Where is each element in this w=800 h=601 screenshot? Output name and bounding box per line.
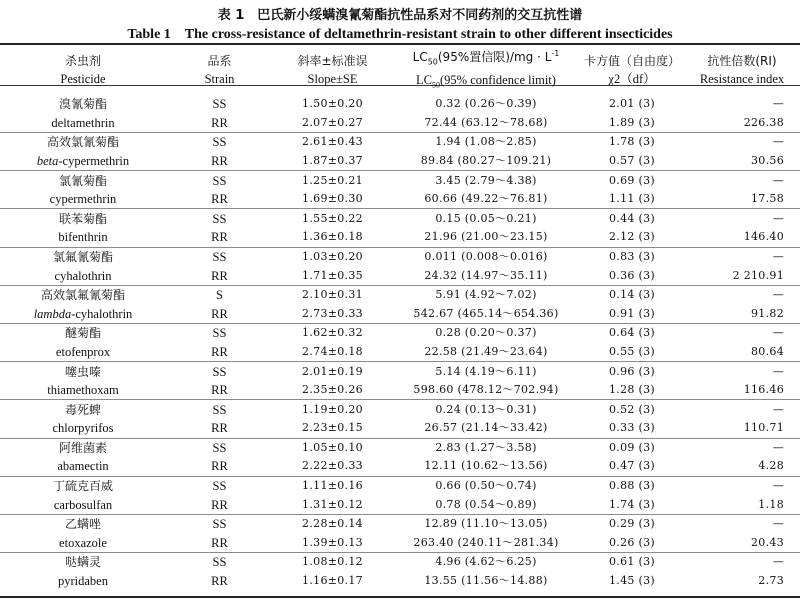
lc50-cell: 13.55 (11.56～14.88)	[424, 574, 548, 588]
chi-square-cell: 0.09 (3)	[580, 438, 684, 457]
chi-square-cell: 1.78 (3)	[580, 133, 684, 152]
strain-cell: SS	[166, 438, 273, 457]
slope-cell: 1.03±0.20	[273, 247, 392, 266]
strain-cell: SS	[212, 97, 227, 112]
slope-cell: 2.01±0.19	[273, 362, 392, 381]
resistance-index-cell: —	[684, 209, 800, 228]
chi-square-cell: 2.12 (3)	[609, 230, 655, 244]
strain-cell: RR	[211, 383, 228, 398]
lc50-cell: 5.91 (4.92～7.02)	[392, 285, 580, 304]
slope-cell: 2.07±0.27	[302, 115, 363, 129]
resistance-index-cell: —	[684, 324, 800, 343]
resistance-index-cell: —	[684, 133, 800, 152]
header-row	[0, 45, 800, 95]
bottom-rule	[0, 596, 800, 598]
pesticide-name-en: deltamethrin	[51, 115, 115, 130]
header-strain	[166, 45, 273, 95]
slope-cell: 1.50±0.20	[302, 97, 363, 111]
table-row	[0, 534, 800, 553]
pesticide-name-en: etoxazole	[59, 535, 107, 550]
slope-cell: 2.35±0.26	[302, 383, 363, 397]
table-row	[0, 266, 800, 285]
pesticide-name-en: abamectin	[57, 459, 109, 474]
resistance-index-cell: —	[684, 514, 800, 533]
strain-cell: RR	[211, 574, 228, 589]
table-row	[0, 285, 800, 304]
chi-square-cell: 0.64 (3)	[580, 324, 684, 343]
table-row	[0, 113, 800, 132]
strain-cell: SS	[166, 324, 273, 343]
resistance-index-cell: 80.64	[751, 344, 784, 358]
chi-square-cell: 0.83 (3)	[580, 247, 684, 266]
table-row	[0, 476, 800, 495]
chi-square-cell: 0.91 (3)	[609, 306, 655, 320]
resistance-index-cell: —	[684, 438, 800, 457]
lc50-cell: 12.11 (10.62～13.56)	[424, 459, 548, 473]
chi-square-cell: 0.36 (3)	[609, 268, 655, 282]
pesticide-name-en: carbosulfan	[53, 497, 113, 512]
table-row	[0, 304, 800, 323]
slope-cell: 1.19±0.20	[273, 400, 392, 419]
resistance-index-cell: 2.73	[758, 574, 784, 588]
header-pesticide-cn: 杀虫剂	[64, 53, 101, 68]
lc50-cell: 12.89 (11.10～13.05)	[392, 514, 580, 533]
table-row	[0, 495, 800, 514]
lc50-cell: 0.66 (0.50～0.74)	[392, 476, 580, 495]
resistance-index-cell: —	[772, 97, 784, 111]
pesticide-name-cn: 哒螨灵	[0, 553, 166, 572]
chi-square-cell: 1.45 (3)	[609, 574, 655, 588]
resistance-index-cell: —	[684, 171, 800, 190]
pesticide-name-cn: 氯氰菊酯	[0, 171, 166, 190]
chi-square-cell: 1.11 (3)	[609, 192, 655, 206]
lc50-cell: 5.14 (4.19～6.11)	[392, 362, 580, 381]
table-caption-chinese: 表 1 巴氏新小绥螨溴氰菊酯抗性品系对不同药剂的交互抗性谱	[217, 8, 583, 23]
table-row	[0, 400, 800, 419]
pesticide-name-en: thiamethoxam	[47, 383, 119, 398]
pesticide-name-cn: 溴氰菊酯	[58, 97, 107, 112]
chi-square-cell: 1.89 (3)	[609, 115, 655, 129]
strain-cell: RR	[211, 192, 228, 207]
strain-cell: RR	[211, 344, 228, 359]
chi-square-cell: 2.01 (3)	[609, 97, 655, 111]
table-row	[0, 553, 800, 572]
pesticide-name-cn: 高效氯氰菊酯	[0, 133, 166, 152]
resistance-index-cell: 30.56	[751, 153, 784, 167]
chi-square-cell: 0.29 (3)	[580, 514, 684, 533]
table-body	[0, 95, 800, 590]
lc50-cell: 24.32 (14.97～35.11)	[424, 268, 548, 282]
pesticide-name-cn: 高效氯氟氰菊酯	[0, 285, 166, 304]
table-row	[0, 324, 800, 343]
slope-cell: 2.23±0.15	[302, 421, 363, 435]
slope-cell: 1.69±0.30	[302, 192, 363, 206]
chi-square-cell: 1.74 (3)	[609, 497, 655, 511]
pesticide-name-cn: 毒死蜱	[0, 400, 166, 419]
strain-cell: SS	[166, 362, 273, 381]
table-row	[0, 438, 800, 457]
lc50-cell: 21.96 (21.00～23.15)	[424, 230, 548, 244]
lc50-cell: 22.58 (21.49～23.64)	[424, 344, 548, 358]
resistance-index-cell: —	[684, 285, 800, 304]
table-row	[0, 190, 800, 209]
chi-square-cell: 0.52 (3)	[580, 400, 684, 419]
pesticide-name-cn: 丁硫克百威	[0, 476, 166, 495]
resistance-index-cell: 4.28	[758, 459, 784, 473]
resistance-index-cell: —	[684, 362, 800, 381]
pesticide-name-en: beta-cypermethrin	[36, 153, 130, 168]
strain-cell: RR	[211, 535, 228, 550]
strain-cell: SS	[166, 514, 273, 533]
slope-cell: 1.16±0.17	[302, 574, 363, 588]
table-row	[0, 171, 800, 190]
header-slope	[273, 45, 392, 95]
lc50-cell: 89.84 (80.27～109.21)	[420, 153, 552, 167]
table-row	[0, 514, 800, 533]
slope-cell: 1.87±0.37	[302, 153, 363, 167]
cross-resistance-table	[0, 45, 800, 590]
header-pesticide-en: Pesticide	[60, 71, 106, 86]
slope-cell: 1.36±0.18	[302, 230, 363, 244]
slope-cell: 1.62±0.32	[273, 324, 392, 343]
header-chi-cn: 卡方值（自由度）	[583, 53, 680, 68]
lc50-cell: 1.94 (1.08～2.85)	[392, 133, 580, 152]
chi-square-cell: 0.69 (3)	[580, 171, 684, 190]
chi-square-cell: 0.57 (3)	[609, 153, 655, 167]
resistance-index-cell: 1.18	[758, 497, 784, 511]
lc50-cell: 263.40 (240.11～281.34)	[413, 535, 559, 549]
table-row	[0, 228, 800, 247]
chi-square-cell: 0.26 (3)	[609, 535, 655, 549]
lc50-cell: 0.24 (0.13～0.31)	[392, 400, 580, 419]
slope-cell: 1.08±0.12	[273, 553, 392, 572]
header-ri-cn: 抗性倍数(RI)	[707, 53, 777, 68]
table-row	[0, 247, 800, 266]
resistance-index-cell: 91.82	[751, 306, 784, 320]
table-row	[0, 381, 800, 400]
resistance-index-cell: —	[684, 247, 800, 266]
lc50-cell: 4.96 (4.62～6.25)	[392, 553, 580, 572]
slope-cell: 1.71±0.35	[302, 268, 363, 282]
chi-square-cell: 0.96 (3)	[580, 362, 684, 381]
strain-cell: SS	[166, 209, 273, 228]
lc50-cell: 3.45 (2.79～4.38)	[392, 171, 580, 190]
slope-cell: 1.39±0.13	[302, 535, 363, 549]
chi-square-cell: 0.14 (3)	[580, 285, 684, 304]
table-row	[0, 362, 800, 381]
header-strain-cn: 品系	[207, 53, 232, 68]
header-resistance-index	[684, 45, 800, 95]
strain-cell: SS	[166, 247, 273, 266]
chi-square-cell: 0.55 (3)	[609, 344, 655, 358]
resistance-index-cell: —	[684, 476, 800, 495]
pesticide-name-en: pyridaben	[58, 574, 108, 589]
lc50-cell: 0.011 (0.008～0.016)	[392, 247, 580, 266]
lc50-cell: 0.15 (0.05～0.21)	[392, 209, 580, 228]
table-row	[0, 343, 800, 362]
slope-cell: 2.61±0.43	[273, 133, 392, 152]
pesticide-name-en: lambda-cyhalothrin	[33, 306, 133, 321]
resistance-index-cell: —	[684, 553, 800, 572]
strain-cell: RR	[211, 153, 228, 168]
pesticide-name-en: cypermethrin	[49, 192, 117, 207]
resistance-index-cell: —	[684, 400, 800, 419]
resistance-index-cell: 116.46	[743, 383, 784, 397]
pesticide-name-cn: 醚菊酯	[0, 324, 166, 343]
chi-square-cell: 1.28 (3)	[609, 383, 655, 397]
slope-cell: 1.11±0.16	[273, 476, 392, 495]
header-chi-square	[580, 45, 684, 95]
strain-cell: RR	[211, 115, 228, 130]
strain-cell: RR	[211, 421, 228, 436]
header-lc50-en: $LC_{50}(95\%$ confidence limit)	[416, 73, 556, 90]
chi-square-cell: 0.88 (3)	[580, 476, 684, 495]
slope-cell: 1.55±0.22	[273, 209, 392, 228]
header-chi-en: χ2（df）	[608, 71, 656, 86]
lc50-cell: 72.44 (63.12～78.68)	[424, 115, 548, 129]
lc50-cell: 598.60 (478.12～702.94)	[413, 383, 559, 397]
lc50-cell: 0.28 (0.20～0.37)	[392, 324, 580, 343]
strain-cell: RR	[211, 268, 228, 283]
lc50-cell: 26.57 (21.14～33.42)	[424, 421, 548, 435]
strain-cell: S	[166, 285, 273, 304]
resistance-index-cell: 226.38	[743, 115, 784, 129]
pesticide-name-cn: 联苯菊酯	[0, 209, 166, 228]
strain-cell: SS	[166, 476, 273, 495]
lc50-cell: 542.67 (465.14～654.36)	[413, 306, 559, 320]
pesticide-name-en: bifenthrin	[58, 230, 108, 245]
pesticide-name-cn: 氯氟氰菊酯	[0, 247, 166, 266]
strain-cell: SS	[166, 553, 273, 572]
header-slope-cn: 斜率±标准误	[297, 53, 368, 68]
slope-cell: 1.05±0.10	[273, 438, 392, 457]
table-row	[0, 419, 800, 438]
strain-cell: RR	[211, 497, 228, 512]
pesticide-name-cn: 乙螨唑	[0, 514, 166, 533]
header-slope-en: Slope±SE	[307, 71, 358, 86]
pesticide-name-en: chlorpyrifos	[52, 421, 114, 436]
strain-cell: RR	[211, 230, 228, 245]
slope-cell: 2.73±0.33	[302, 306, 363, 320]
chi-square-cell: 0.44 (3)	[580, 209, 684, 228]
table-row	[0, 457, 800, 476]
slope-cell: 2.74±0.18	[302, 344, 363, 358]
resistance-index-cell: 20.43	[751, 535, 784, 549]
table-caption-english: Table 1 The cross-resistance of deltamethrin-resistant strain to other different insecticides	[127, 27, 673, 42]
header-pesticide	[0, 45, 166, 95]
pesticide-name-en: etofenprox	[55, 344, 111, 359]
slope-cell: 2.10±0.31	[273, 285, 392, 304]
resistance-index-cell: 2 210.91	[732, 268, 784, 282]
header-strain-en: Strain	[204, 71, 235, 86]
lc50-cell: 2.83 (1.27～3.58)	[392, 438, 580, 457]
table-row	[0, 152, 800, 171]
strain-cell: SS	[166, 171, 273, 190]
strain-cell: SS	[166, 133, 273, 152]
slope-cell: 1.31±0.12	[302, 497, 363, 511]
chi-square-cell: 0.47 (3)	[609, 459, 655, 473]
chi-square-cell: 0.33 (3)	[609, 421, 655, 435]
resistance-index-cell: 110.71	[743, 421, 784, 435]
pesticide-name-cn: 阿维菌素	[0, 438, 166, 457]
table-row	[0, 572, 800, 591]
lc50-cell: 0.78 (0.54～0.89)	[435, 497, 537, 511]
slope-cell: 1.25±0.21	[273, 171, 392, 190]
resistance-index-cell: 146.40	[743, 230, 784, 244]
table-row	[0, 133, 800, 152]
strain-cell: SS	[166, 400, 273, 419]
strain-cell: RR	[211, 459, 228, 474]
header-lc50	[392, 45, 580, 95]
resistance-index-cell: 17.58	[751, 192, 784, 206]
pesticide-name-en: cyhalothrin	[54, 268, 112, 283]
header-ri-en: Resistance index	[699, 71, 785, 86]
lc50-cell: 0.32 (0.26～0.39)	[435, 97, 537, 111]
chi-square-cell: 0.61 (3)	[580, 553, 684, 572]
strain-cell: RR	[211, 306, 228, 321]
pesticide-name-cn: 噻虫嗪	[0, 362, 166, 381]
table-row	[0, 209, 800, 228]
table-row	[0, 95, 800, 114]
header-lc50-cn: $LC_{50}(95\%$置信限)$/mg \cdot L^{-1}$	[412, 49, 560, 67]
slope-cell: 2.28±0.14	[273, 514, 392, 533]
slope-cell: 2.22±0.33	[302, 459, 363, 473]
lc50-cell: 60.66 (49.22～76.81)	[424, 192, 548, 206]
